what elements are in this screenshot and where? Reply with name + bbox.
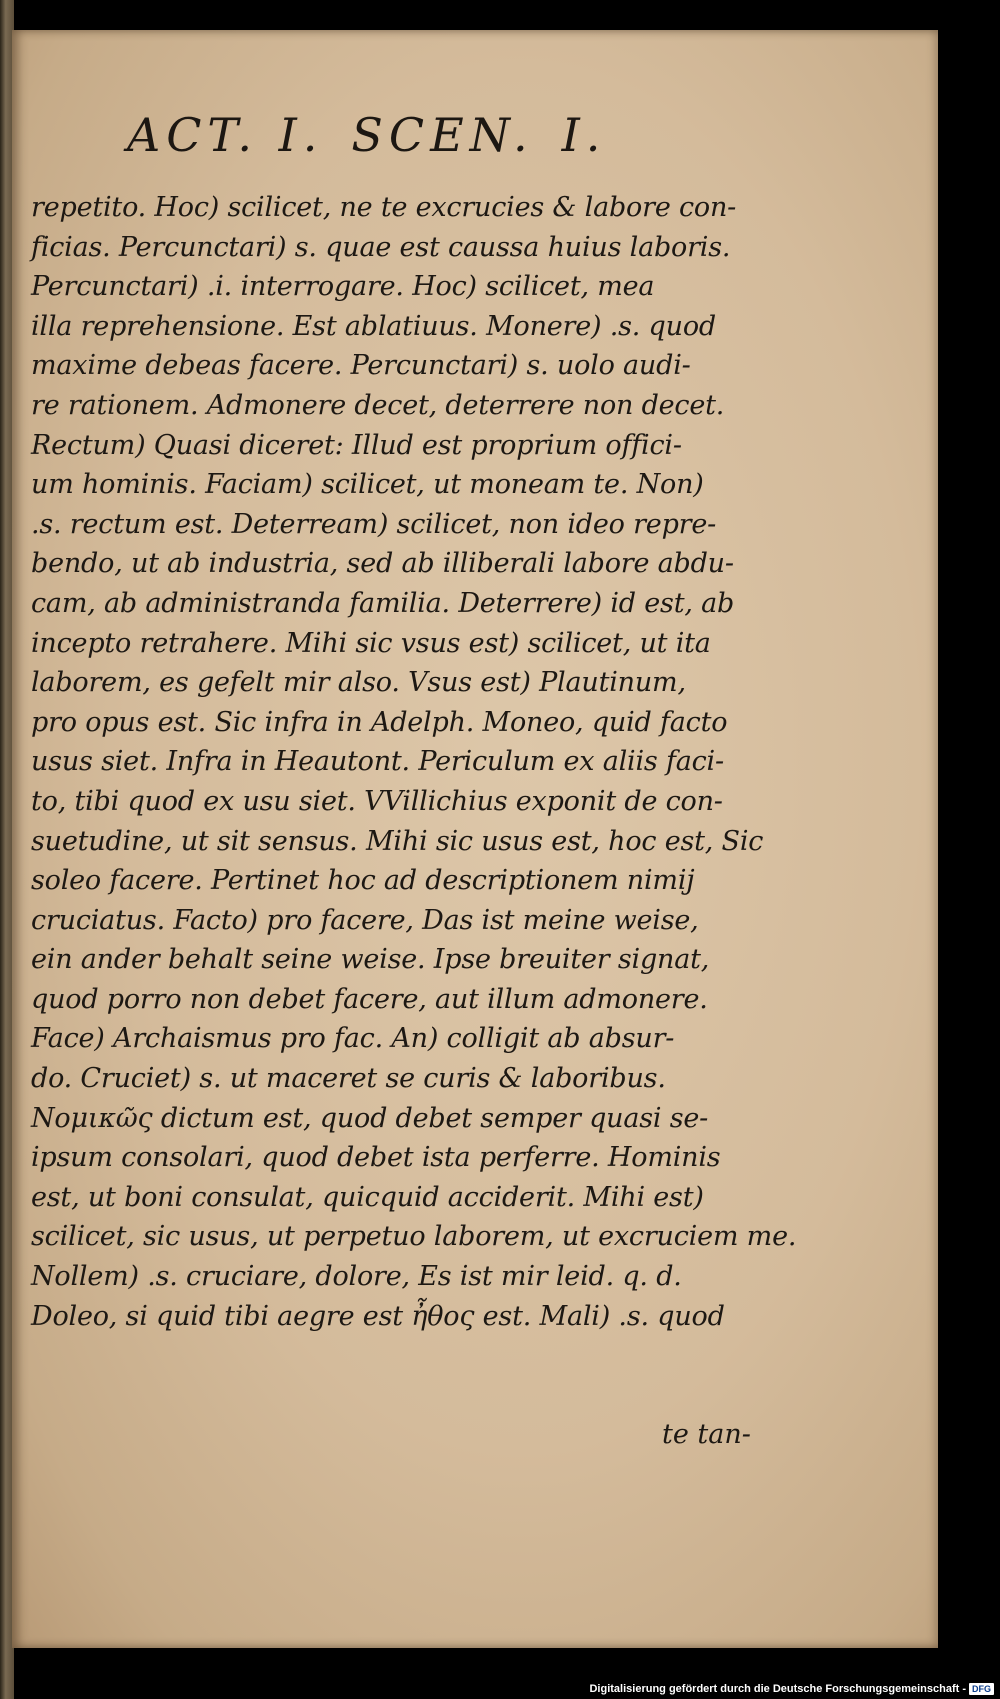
book-page [12,30,938,1648]
text-line: um hominis. Faciam) scilicet, ut moneam te. Non) [31,469,704,501]
text-line: soleo facere. Pertinet hoc ad descriptionem nimij [31,865,695,897]
header-scene: SCEN. [351,108,534,162]
header-act: ACT. I. [127,108,324,162]
text-line: Nollem) .s. cruciare, dolore, Es ist mir leid. q. d. [31,1261,682,1293]
text-line: repetito. Hoc) scilicet, ne te excrucies & labore con- [31,192,737,223]
text-line: Percunctari) .i. interrogare. Hoc) scilicet, mea [31,271,655,303]
text-line: suetudine, ut sit sensus. Mihi sic usus est, hoc est, Sic [31,825,764,857]
text-line: ficias. Percunctari) s. quae est caussa huius laboris. [31,231,731,263]
text-line: quod porro non debet facere, aut illum admonere. [31,983,708,1015]
text-line: ipsum consolari, quod debet ista perferre. Hominis [31,1142,721,1174]
text-line: re rationem. Admonere decet, deterrere non decet. [31,389,725,421]
text-line: Rectum) Quasi diceret: Illud est proprium offici- [31,429,682,461]
text-line: bendo, ut ab industria, sed ab illiberali labore abdu- [31,548,734,580]
text-line: cruciatus. Facto) pro facere, Das ist meine weise, [31,904,699,936]
text-line: to, tibi quod ex usu siet. VVillichius exponit de con- [31,785,723,817]
text-line: incepto retrahere. Mihi sic vsus est) scilicet, ut ita [31,627,711,659]
text-line: scilicet, sic usus, ut perpetuo laborem, ut excruciem me. [31,1221,797,1253]
text-line: laborem, es gefelt mir also. Vsus est) Plautinum, [31,667,686,699]
text-line: do. Cruciet) s. ut maceret se curis & laboribus. [31,1063,666,1095]
text-line: illa reprehensione. Est ablatiuus. Monere) .s. quod [31,310,716,342]
catchword: te tan- [662,1419,751,1450]
text-line: ein ander behalt seine weise. Ipse breuiter signat, [31,944,710,976]
text-line: Face) Archaismus pro fac. An) colligit ab absur- [31,1023,675,1055]
text-line: Doleo, si quid tibi aegre est ἦθος est. Mali) .s. quod [31,1300,725,1332]
text-line: est, ut boni consulat, quicquid acciderit. Mihi est) [31,1181,704,1213]
text-line: pro opus est. Sic infra in Adelph. Moneo, quid facto [31,706,728,738]
dfg-logo: DFG [969,1683,994,1695]
digitization-credit [589,1683,994,1695]
running-header [127,108,627,162]
text-line: Νομικῶς dictum est, quod debet semper quasi se- [31,1102,709,1134]
header-scene-number: I. [561,108,607,162]
credit-text: Digitalisierung gefördert durch die Deutsche Forschungsgemeinschaft - [589,1683,966,1695]
text-line: .s. rectum est. Deterream) scilicet, non ideo repre- [31,508,717,540]
text-line: cam, ab administranda familia. Deterrere) id est, ab [31,587,735,619]
text-line: usus siet. Infra in Heautont. Periculum ex aliis faci- [31,746,724,778]
text-line: maxime debeas facere. Percunctari) s. uolo audi- [31,350,691,382]
commentary-text [31,188,797,1336]
